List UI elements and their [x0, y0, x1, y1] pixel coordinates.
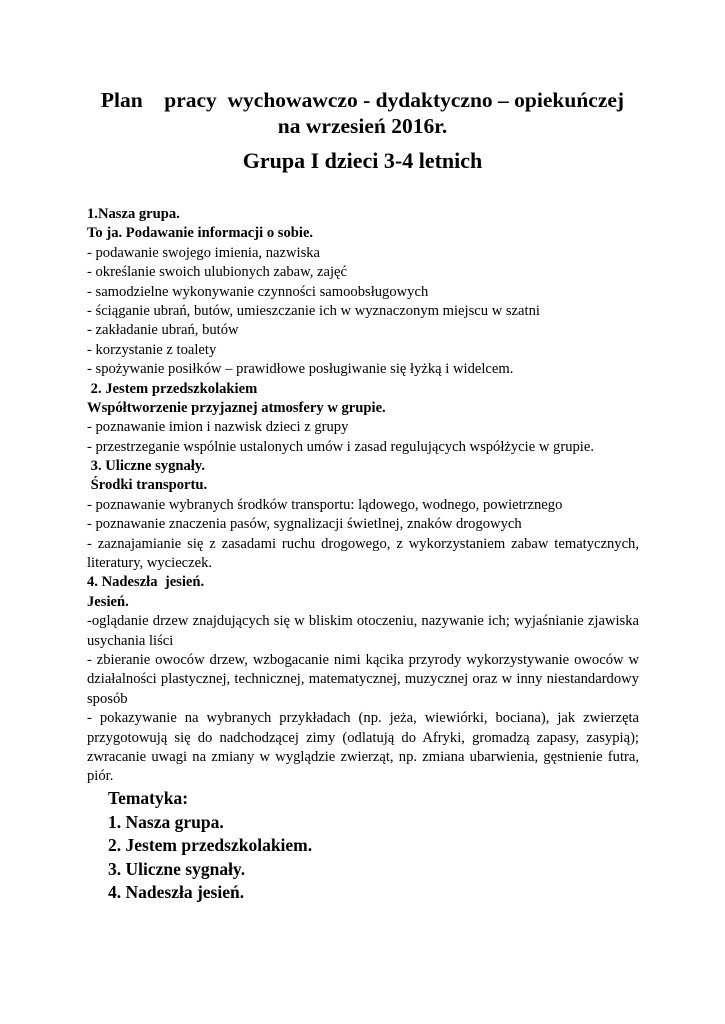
list-item: - określanie swoich ulubionych zabaw, zajęć	[87, 264, 348, 281]
list-item: - pokazywanie na wybranych przykładach (np. jeża, wiewiórki, bociana), jak zwierzęta przygotowują się do nadchodzącej zimy (odlatują do Afryki, gromadzą zapasy, zasypią); zwracanie uwagi na zmiany w wyglądzie zwierząt, np. zmiana ubarwienia, gęstnienie futra, piór.	[87, 710, 639, 785]
list-item: - poznawanie wybranych środków transportu: lądowego, wodnego, powietrznego	[87, 496, 563, 513]
summary-item: 1. Nasza grupa.	[108, 811, 224, 832]
list-item: -oglądanie drzew znajdujących się w bliskim otoczeniu, nazywanie ich; wyjaśnianie zjawiska usychania liści	[87, 613, 639, 649]
section-subheading: To ja. Podawanie informacji o sobie.	[87, 225, 314, 242]
document-title-line-2: na wrzesień 2016r.	[277, 114, 448, 138]
list-item: - zbieranie owoców drzew, wzbogacanie nimi kącika przyrody wykorzystywanie owoców w działalności plastycznej, technicznej, matematycznej, muzycznej oraz w inny niestandardowy sposób	[87, 652, 639, 707]
summary-heading: Tematyka:	[108, 788, 189, 808]
list-item: - zakładanie ubrań, butów	[87, 322, 239, 339]
list-item: - poznawanie znaczenia pasów, sygnalizacji świetlnej, znaków drogowych	[87, 516, 522, 533]
list-item: - podawanie swojego imienia, nazwiska	[87, 244, 321, 261]
document-title-line-1: Plan pracy wychowawczo - dydaktyczno – opiekuńczej	[100, 88, 625, 112]
section-subheading: Środki transportu.	[87, 477, 208, 494]
list-item: - zaznajamianie się z zasadami ruchu drogowego, z wykorzystaniem zabaw tematycznych, literatury, wycieczek.	[87, 535, 639, 572]
summary-item: 2. Jestem przedszkolakiem.	[108, 835, 313, 855]
section-subheading: Współtworzenie przyjaznej atmosfery w grupie.	[87, 399, 386, 416]
list-item: - korzystanie z toalety	[87, 341, 217, 358]
document-body	[87, 205, 639, 787]
document-subtitle: Grupa I dzieci 3-4 letnich	[242, 148, 483, 173]
section-heading: 1.Nasza grupa.	[87, 206, 180, 222]
list-item: - poznawanie imion i nazwisk dzieci z grupy	[87, 419, 349, 436]
topics-summary	[108, 787, 312, 905]
summary-item: 4. Nadeszła jesień.	[108, 882, 245, 902]
section-heading: 3. Uliczne sygnały.	[87, 458, 205, 475]
section-subheading: Jesień.	[87, 593, 129, 610]
section-heading: 2. Jestem przedszkolakiem	[87, 380, 258, 397]
summary-item: 3. Uliczne sygnały.	[108, 858, 246, 879]
list-item: - ściąganie ubrań, butów, umieszczanie ich w wyznaczonym miejscu w szatni	[87, 302, 540, 319]
list-item: - samodzielne wykonywanie czynności samoobsługowych	[87, 283, 429, 300]
list-item: - przestrzeganie wspólnie ustalonych umów i zasad regulujących współżycie w grupie.	[87, 438, 594, 455]
section-heading: 4. Nadeszła jesień.	[87, 574, 205, 591]
list-item: - spożywanie posiłków – prawidłowe posługiwanie się łyżką i widelcem.	[87, 361, 514, 378]
